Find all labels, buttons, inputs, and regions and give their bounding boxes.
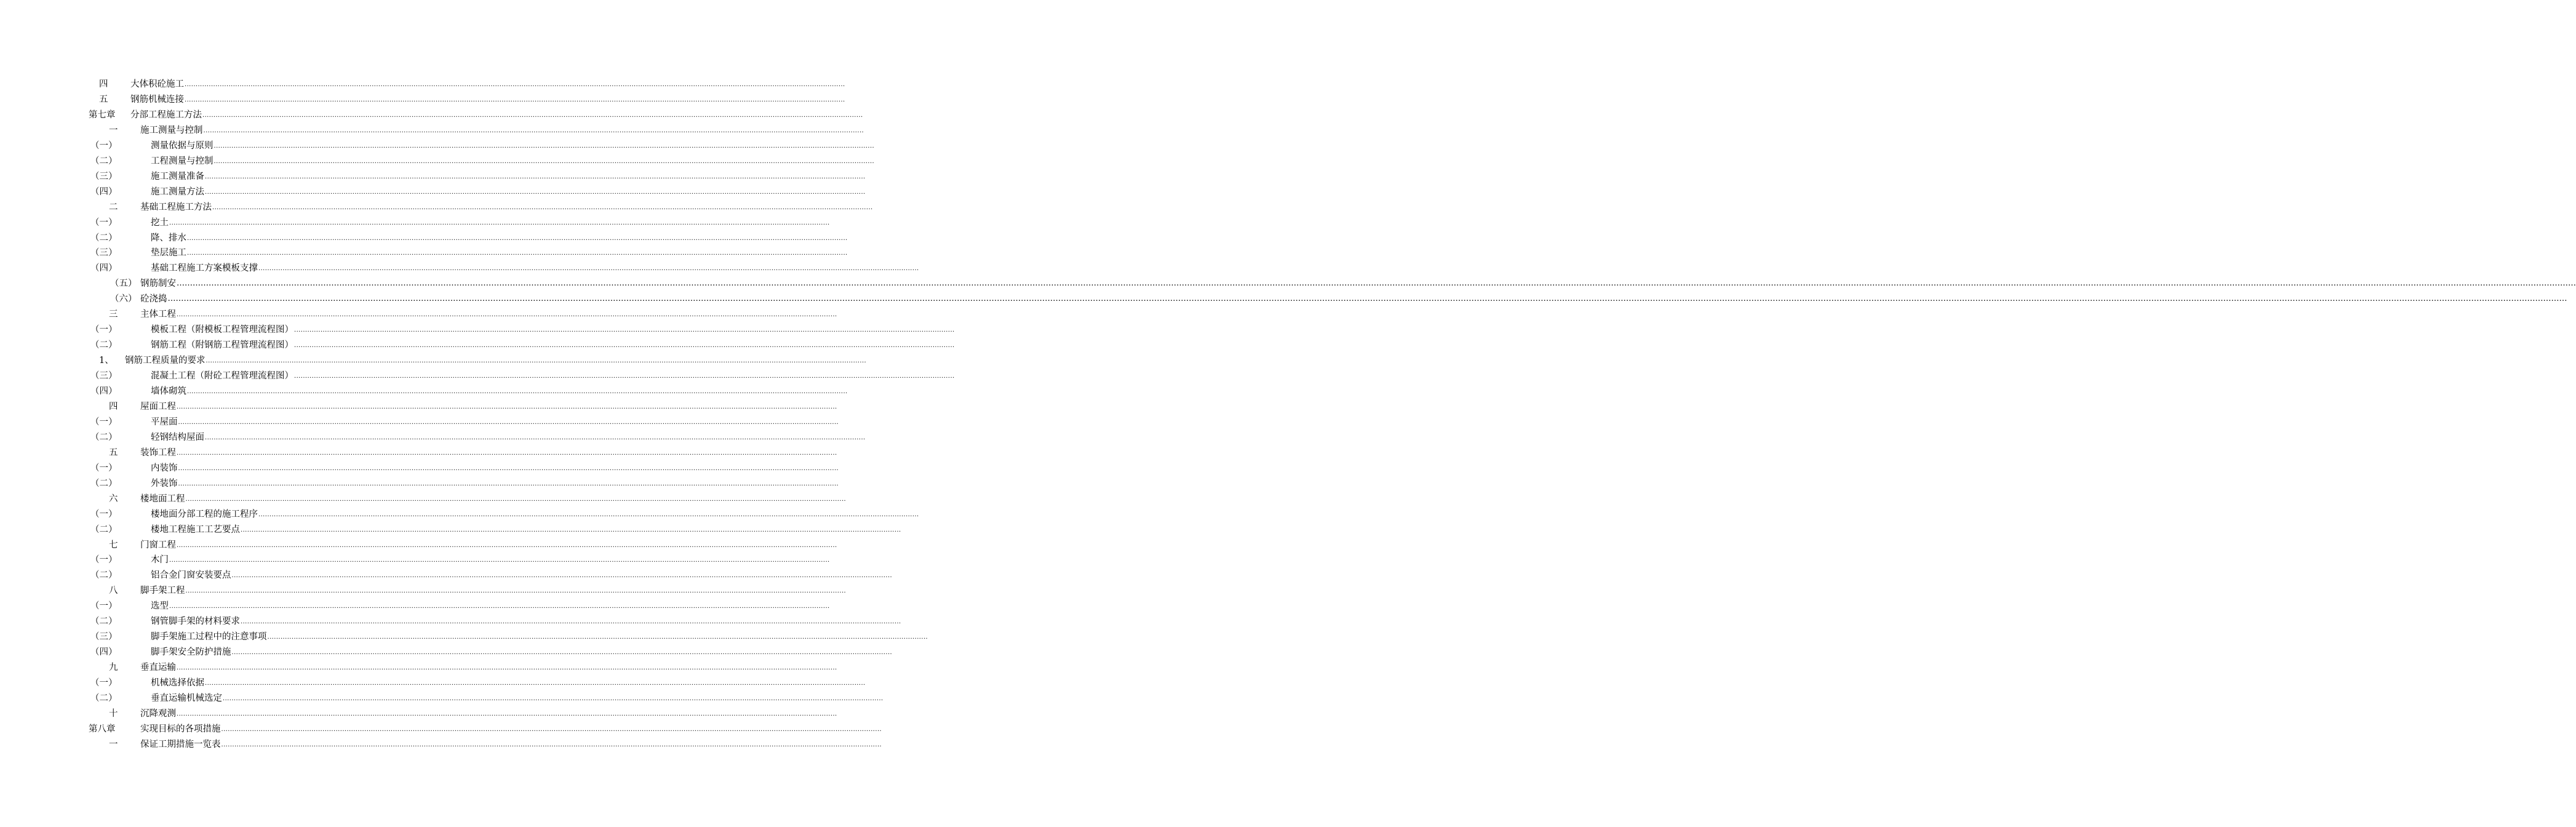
toc-entry[interactable]	[0, 646, 893, 658]
toc-entry-title: 基础工程施工方法	[140, 202, 212, 212]
toc-entry-title: 楼地工程施工工艺要点	[151, 524, 240, 535]
dot-leader: ............................................................................................................................................................................................................................................................................................................	[177, 449, 837, 457]
toc-entry[interactable]	[0, 354, 867, 367]
toc-entry-number: （三）	[90, 371, 118, 382]
toc-entry-number: （三）	[90, 171, 118, 182]
toc-entry-number: 六	[109, 493, 118, 504]
toc-entry[interactable]	[0, 324, 955, 336]
toc-entry-title: 门窗工程	[140, 540, 176, 550]
toc-entry[interactable]	[0, 708, 837, 720]
toc-entry-title: 主体工程	[140, 310, 176, 320]
toc-entry-title: 大体积砼施工	[130, 79, 184, 89]
toc-entry-title: 实现目标的各项措施	[140, 724, 221, 734]
toc-entry[interactable]	[0, 78, 845, 90]
toc-entry-title: 装饰工程	[140, 447, 176, 458]
toc-entry[interactable]	[0, 186, 866, 198]
toc-entry-number: （二）	[90, 693, 118, 703]
toc-entry[interactable]	[0, 585, 847, 597]
toc-entry[interactable]	[0, 447, 837, 459]
dot-leader: ............................................................................................................................................................................................................................................................................................................	[205, 173, 866, 180]
toc-entry-title: 屋面工程	[140, 401, 176, 412]
dot-leader: ............................................................................................................................................................................................................................................................................................................	[205, 434, 866, 441]
toc-entry-title: 基础工程施工方案模板支撑	[151, 263, 258, 274]
dot-leader: ............................................................................................................................................................................................................................................................................................................	[205, 188, 866, 196]
toc-entry-title: 钢筋工程（附钢筋工程管理流程图）	[151, 340, 293, 351]
toc-entry-number: （一）	[90, 217, 118, 228]
dot-leader: ............................................................................................................................................................................................................................................................................................................	[213, 142, 875, 150]
dot-leader: ............................................................................................................................................................................................................................................................................................................	[177, 665, 837, 672]
toc-entry-number: 三	[109, 310, 118, 320]
dot-leader: ............................................................................................................................................................................................................................................................................................................	[294, 342, 955, 350]
toc-entry[interactable]	[0, 615, 901, 628]
toc-entry-number: 四	[109, 401, 118, 412]
dot-leader: ............................................................................................................................................................................................................................................................................................................	[169, 219, 830, 226]
toc-entry[interactable]	[0, 524, 901, 536]
dot-leader: ............................................................................................................................................................................................................................................................................................................	[185, 495, 847, 503]
dot-leader: ............................................................................................................................................................................................................................................................................................................	[185, 96, 845, 103]
dot-leader: ............................................................................................................................................................................................................................................................................................................	[241, 618, 901, 626]
toc-entry-title: 钢筋机械连接	[130, 94, 184, 105]
toc-entry-number: 十	[109, 708, 118, 719]
dot-leader: ............................................................................................................................................................................................................................................................................................................	[178, 480, 839, 487]
dot-leader: ............................................................................................................................................................................................................................................................................................................	[213, 158, 875, 165]
dot-leader: ............................................................................................................................................................................................................................................................................................................	[177, 311, 837, 319]
toc-entry-number: （四）	[90, 647, 118, 658]
toc-entry[interactable]	[0, 401, 837, 413]
dot-leader: ............................................................................................................................................................................................................................................................................................................	[231, 649, 893, 657]
dot-leader: ............................................................................................................................................................................................................................................................................................................	[241, 526, 901, 533]
toc-entry[interactable]	[0, 554, 830, 566]
toc-entry[interactable]	[0, 170, 866, 183]
toc-entry-number: 四	[99, 79, 108, 89]
toc-entry[interactable]	[0, 124, 864, 137]
dot-leader: ………………………………………………………………………………………………………………………………………………………………………………………………………………………………………………………………………………………………………………………………………………………………………………………………………………………………………………………………………………………………………………………………………………………………………………………………………………………………………………………………………………………………………………………………………………………………………………………………………………………………	[177, 279, 2576, 289]
toc-entry-title: 外装饰	[151, 478, 178, 489]
dot-leader: ............................................................................................................................................................................................................................................................................................................	[205, 358, 867, 365]
dot-leader: ............................................................................................................................................................................................................................................................................................................	[203, 127, 864, 134]
toc-entry-number: （六）	[110, 294, 137, 305]
toc-entry-number: （三）	[90, 632, 118, 642]
toc-entry-title: 钢筋工程质量的要求	[125, 356, 205, 366]
toc-entry-title: 选型	[151, 601, 169, 612]
toc-entry-title: 保证工期措施一览表	[140, 739, 221, 749]
dot-leader: ............................................................................................................................................................................................................................................................................................................	[223, 695, 883, 702]
toc-entry-number: 五	[99, 94, 108, 105]
toc-entry-title: 机械选择依据	[151, 678, 204, 689]
toc-entry-number: （一）	[90, 555, 118, 565]
toc-entry-number: 一	[109, 125, 118, 135]
toc-entry-title: 施工测量与控制	[140, 125, 203, 135]
toc-entry-number: （三）	[90, 248, 118, 258]
toc-entry-title: 砼浇捣	[140, 294, 167, 305]
toc-entry-number: （二）	[90, 478, 118, 489]
toc-entry-number: （一）	[90, 601, 118, 612]
dot-leader: ............................................................................................................................................................................................................................................................................................................	[221, 725, 882, 733]
toc-entry-title: 内装饰	[151, 463, 178, 473]
toc-entry[interactable]	[0, 600, 830, 612]
toc-entry[interactable]	[0, 431, 866, 444]
toc-entry-number: 七	[109, 540, 118, 550]
toc-entry[interactable]	[0, 201, 873, 214]
toc-entry[interactable]	[0, 109, 863, 121]
dot-leader: ............................................................................................................................................................................................................................................................................................................	[267, 634, 928, 641]
toc-entry-number: （二）	[90, 570, 118, 581]
toc-entry[interactable]	[0, 493, 847, 505]
dot-leader: ............................................................................................................................................................................................................................................................................................................	[205, 680, 866, 687]
dot-leader: ............................................................................................................................................................................................................................................................................................................	[187, 234, 848, 242]
toc-entry-title: 轻钢结构屋面	[151, 432, 204, 442]
toc-entry-title: 挖土	[151, 217, 169, 228]
toc-entry-number: 五	[109, 447, 118, 458]
toc-entry[interactable]	[0, 217, 830, 229]
toc-entry-title: 垫层施工	[151, 248, 186, 258]
toc-entry[interactable]	[0, 462, 839, 474]
toc-entry-title: 混凝土工程（附砼工程管理流程图）	[151, 371, 293, 382]
dot-leader: ............................................................................................................................................................................................................................................................................................................	[185, 588, 847, 595]
toc-entry-number: （四）	[90, 263, 118, 274]
toc-entry-number: （一）	[90, 325, 118, 335]
toc-entry-title: 脚手架施工过程中的注意事项	[151, 632, 267, 642]
toc-entry-title: 木门	[151, 555, 169, 565]
toc-entry[interactable]	[0, 262, 919, 274]
dot-leader: ............................................................................................................................................................................................................................................................................................................	[187, 250, 848, 257]
dot-leader: ............................................................................................................................................................................................................................................................................................................	[169, 557, 830, 564]
dot-leader: ............................................................................................................................................................................................................................................................................................................	[187, 388, 848, 395]
dot-leader: ............................................................................................................................................................................................................................................................................................................	[294, 327, 955, 334]
toc-entry-title: 楼地面工程	[140, 493, 185, 504]
toc-entry[interactable]	[0, 339, 955, 351]
dot-leader: ............................................................................................................................................................................................................................................................................................................	[294, 373, 955, 380]
toc-entry-number: 八	[109, 586, 118, 596]
toc-entry-number: （二）	[90, 617, 118, 627]
toc-entry-number: （二）	[90, 432, 118, 442]
toc-entry-number: 二	[109, 202, 118, 212]
toc-entry[interactable]	[0, 539, 837, 551]
toc-entry[interactable]	[0, 155, 875, 167]
toc-entry-number: （五）	[110, 279, 137, 289]
toc-entry-number: （二）	[90, 156, 118, 166]
toc-entry-number: 一	[109, 739, 118, 749]
dot-leader: ............................................................................................................................................................................................................................................................................................................	[169, 603, 830, 610]
toc-entry[interactable]	[0, 232, 848, 244]
toc-entry-number: （一）	[90, 463, 118, 473]
toc-entry[interactable]	[0, 308, 837, 321]
toc-entry-title: 垂直运输	[140, 663, 176, 673]
dot-leader: ............................................................................................................................................................................................................................................................................................................	[231, 572, 893, 580]
toc-entry[interactable]	[0, 631, 928, 643]
toc-entry-title: 垂直运输机械选定	[151, 693, 222, 703]
toc-entry-title: 工程测量与控制	[151, 156, 213, 166]
toc-entry[interactable]	[0, 293, 2567, 305]
toc-entry-number: （一）	[90, 678, 118, 689]
dot-leader: ............................................................................................................................................................................................................................................................................................................	[177, 710, 837, 717]
toc-entry-number: 第八章	[89, 724, 116, 734]
toc-entry-number: （二）	[90, 524, 118, 535]
toc-entry-number: （二）	[90, 233, 118, 243]
dot-leader: ............................................................................................................................................................................................................................................................................................................	[258, 265, 919, 273]
toc-entry[interactable]	[0, 278, 2576, 290]
toc-entry-title: 分部工程施工方法	[130, 110, 202, 120]
toc-entry[interactable]	[0, 677, 866, 689]
toc-entry-title: 脚手架安全防护措施	[151, 647, 231, 658]
dot-leader: ............................................................................................................................................................................................................................................................................................................	[178, 465, 839, 472]
dot-leader: ............................................................................................................................................................................................................................................................................................................	[221, 741, 882, 748]
dot-leader: ............................................................................................................................................................................................................................................................................................................	[202, 111, 863, 119]
toc-entry-number: 1、	[99, 356, 114, 366]
toc-entry-title: 楼地面分部工程的施工程序	[151, 509, 258, 519]
toc-entry-number: （四）	[90, 386, 118, 396]
toc-entry-title: 铝合金门窗安装要点	[151, 570, 231, 581]
toc-entry-number: 九	[109, 663, 118, 673]
toc-entry-number: （一）	[90, 140, 118, 151]
toc-entry[interactable]	[0, 477, 839, 490]
toc-entry[interactable]	[0, 723, 882, 735]
toc-entry-title: 施工测量准备	[151, 171, 204, 182]
toc-entry[interactable]	[0, 508, 919, 521]
toc-entry[interactable]	[0, 370, 955, 382]
toc-entry-title: 墙体砌筑	[151, 386, 186, 396]
toc-entry-title: 降、排水	[151, 233, 186, 243]
toc-entry[interactable]	[0, 692, 883, 705]
toc-entry-title: 平屋面	[151, 417, 178, 427]
toc-entry-title: 模板工程（附模板工程管理流程图）	[151, 325, 293, 335]
toc-entry-title: 施工测量方法	[151, 186, 204, 197]
toc-entry-number: （四）	[90, 186, 118, 197]
toc-entry[interactable]	[0, 247, 848, 259]
toc-entry[interactable]	[0, 385, 848, 398]
toc-entry[interactable]	[0, 94, 845, 106]
toc-entry-number: （一）	[90, 509, 118, 519]
toc-entry-title: 沉降观测	[140, 708, 176, 719]
dot-leader: ............................................................................................................................................................................................................................................................................................................	[185, 81, 845, 88]
toc-entry[interactable]	[0, 569, 893, 581]
dot-leader: ............................................................................................................................................................................................................................................................................................................	[258, 511, 919, 518]
toc-entry[interactable]	[0, 738, 882, 751]
dot-leader: ............................................................................................................................................................................................................................................................................................................	[177, 541, 837, 549]
toc-entry-number: （二）	[90, 340, 118, 351]
dot-leader: ………………………………………………………………………………………………………………………………………………………………………………………………………………………………………………………………………………………………………………………………………………………………………………………………………………………………………………………………………………………………………………………………………………………………………………………………………………………………………………………………………………………………………………………………………………………………………………………………………………………………	[167, 294, 2567, 304]
dot-leader: ............................................................................................................................................................................................................................................................................................................	[178, 418, 839, 426]
toc-entry-number: 第七章	[89, 110, 116, 120]
toc-entry-title: 钢筋制安	[140, 279, 176, 289]
dot-leader: ............................................................................................................................................................................................................................................................................................................	[212, 204, 873, 211]
toc-entry-title: 钢管脚手架的材料要求	[151, 617, 240, 627]
toc-entry-number: （一）	[90, 417, 118, 427]
toc-entry[interactable]	[0, 140, 875, 152]
toc-entry[interactable]	[0, 416, 839, 428]
toc-entry[interactable]	[0, 661, 837, 674]
dot-leader: ............................................................................................................................................................................................................................................................................................................	[177, 403, 837, 410]
toc-entry-title: 脚手架工程	[140, 586, 185, 596]
toc-entry-title: 测量依据与原则	[151, 140, 213, 151]
